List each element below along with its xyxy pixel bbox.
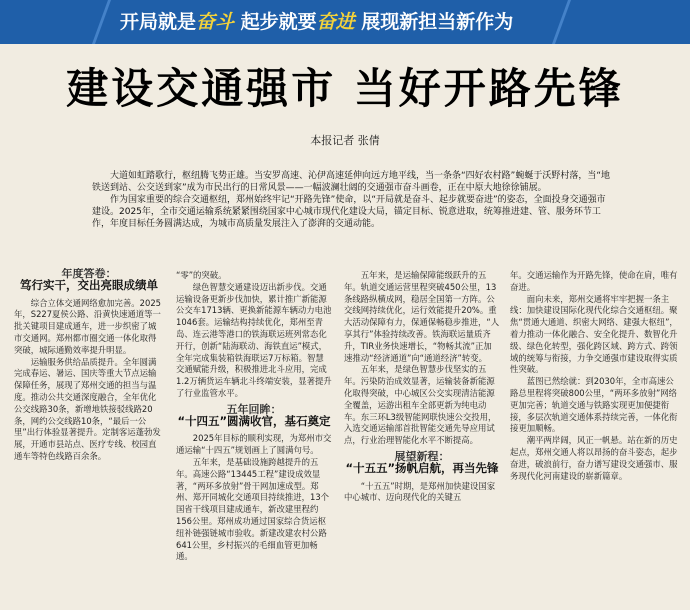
body-paragraph: 年。交通运输作为开路先锋，使命在肩，唯有奋进。: [510, 270, 678, 292]
body-paragraph: 面向未来，郑州交通将牢牢把握一条主线：加快建设国际化现代化综合交通枢纽。聚焦“贯通大通道、织密大网络、建强大枢纽”，着力推动一体化融合、安全化提升、数智化升级、绿色化转型，强化跨区域、跨方式、跨领域的统筹与衔接，力争交通强市建设取得实质性突破。: [510, 293, 678, 375]
lead-paragraph: 大道如虹踏歌行，枢纽腾飞势正雄。当安罗高速、沁伊高速延伸向远方地平线，当一条条“四好农村路”蜿蜒于沃野村落，当“地铁送到站、公交送到家”成为市民出行的日常风景——一幅波澜壮阔的交通强市奋斗画卷，正在中原大地徐徐铺展。: [92, 171, 610, 193]
section-heading: [344, 451, 500, 475]
banner-accent-1: 奋斗: [196, 11, 235, 33]
column-4: [510, 270, 680, 608]
body-paragraph: 五年来，是基础设施跨越提升的五年。高速公路“13445工程”建设成效显著，“两环多放射”骨干网加速成型。郑州、郑开同城化交通项目持续推进，13个国省干线项目建成通车，新改建里程约156公里。郑州成功通过国家综合货运枢纽补链强链城市验收。新建改建农村公路641公里，乡村振兴的毛细血管更加畅通。: [176, 456, 330, 562]
section-title: “十四五”圆满收官，基石奠定: [177, 413, 331, 428]
section-title: “十五五”扬帆启航，再当先锋: [345, 460, 499, 475]
body-paragraph: “零”的突破。: [176, 270, 227, 280]
byline: 本报记者 张倩: [310, 134, 380, 147]
body-paragraph: 蓝图已然绘就：到2030年，全市高速公路总里程将突破800公里，“两环多放射”网络更加完善；轨道交通与铁路实现更加便捷衔接，多层次轨道交通体系持续完善，一体化衔接更加顺畅。: [510, 376, 678, 434]
banner-text-1: 开局就是: [120, 11, 197, 33]
section-kicker: 年度答卷：: [61, 268, 117, 280]
body-paragraph: 绿色智慧交通建设迈出新步伐。交通运输设备更新步伐加快，累计推广新能源公交车1713辆、更换新能源车辆动力电池1046套。运输结构持续优化，郑州至青岛、连云港等港口的铁海联运班列常态化开行，创新“陆海联动、海铁直运”模式，全年完成集装箱铁海联运7万标箱。智慧交通赋能升级，积极推进北斗应用，完成1.2万辆货运车辆北斗终端安装，显著提升了行业监管水平。: [176, 281, 332, 398]
body-paragraph: 五年来，是运输保障能级跃升的五年。轨道交通运营里程突破450公里，13条线路纵横成网，稳居全国第一方阵。公交线网持续优化，运行效能提升20%。重大活动保障有力，保通保畅稳步推进，“人享其行”体验持续改善。铁海联运量质齐升，TIR业务快速增长，“物畅其流”正加速推动“经济通道”向“通道经济”转变。: [344, 270, 500, 363]
banner-text-2: 起步就要: [234, 11, 317, 33]
section-heading: [14, 268, 164, 292]
banner-text-3: 展现新担当新作为: [354, 11, 514, 33]
body-paragraph: 综合立体交通网络愈加完善。2025年，S227夏侯公路、沿黄快速通道等一批关键项目建成通车，进一步织密了城市交通网。郑州都市圈交通一体化取得突破，城际通勤效率提升明显。: [14, 297, 161, 355]
body-paragraph: 五年来，是绿色智慧步伐坚实的五年。污染防治成效显著，运输装备新能源化取得突破，中心城区公交实现清洁能源全覆盖，运游出租车全部更新为纯电动车。东三环L3级智能网联快速公交投用，入选交通运输部首批智能交通先导应用试点，行业治理智能化水平不断提高。: [344, 364, 497, 446]
header-banner: [0, 0, 690, 44]
body-paragraph: 运输服务供给品质提升。全年圆满完成春运、暑运、国庆等重大节点运输保障任务，展现了郑州交通的担当与温度。推动公共交通深度融合，全年优化公交线路30条，新增地铁接驳线路20条，网约公交线路10条，“最后一公里”出行体验显著提升。定制客运蓬勃发展，开通市县站点、医疗专线、校园直通车等特色线路百余条。: [14, 356, 161, 461]
section-kicker: 展望新程：: [394, 449, 450, 463]
banner-decoration-right: [552, 0, 690, 44]
article-headline: 建设交通强市 当好开路先锋: [66, 64, 624, 113]
section-heading: [176, 404, 332, 428]
section-title: 笃行实干，交出亮眼成绩单: [20, 277, 158, 292]
column-2: [176, 270, 332, 608]
banner-decoration-left: [0, 0, 111, 44]
column-1: [14, 268, 164, 606]
section-kicker: 五年回眸：: [226, 402, 282, 416]
column-3: [344, 270, 500, 608]
lead-paragraph: 作为国家重要的综合交通枢纽，郑州始终牢记“开路先锋”使命，以“开局就是奋斗、起步就要奋进”的姿态，全面投身交通强市建设。2025年，全市交通运输系统紧紧围绕国家中心城市现代化建设大局，锚定目标、锐意进取，统筹推进建、管、服务环节工作，年度目标任务圆满达成，为城市高质量发展注入了澎湃的交通动能。: [92, 195, 606, 229]
body-paragraph: 2025年目标的顺利实现，为郑州市交通运输“十四五”规划画上了圆满句号。: [176, 433, 332, 456]
banner-accent-2: 奋进: [316, 11, 355, 33]
body-paragraph: 潮平两岸阔，风正一帆悬。站在新的历史起点，郑州交通人将以昂扬的奋斗姿态，起步奋进，破浪前行，奋力谱写建设交通强市、服务现代化河南建设的崭新篇章。: [510, 435, 678, 481]
body-paragraph: “十五五”时期，是郑州加快建设国家中心城市、迈向现代化的关键五: [344, 480, 496, 503]
banner-slogan: [120, 8, 513, 36]
